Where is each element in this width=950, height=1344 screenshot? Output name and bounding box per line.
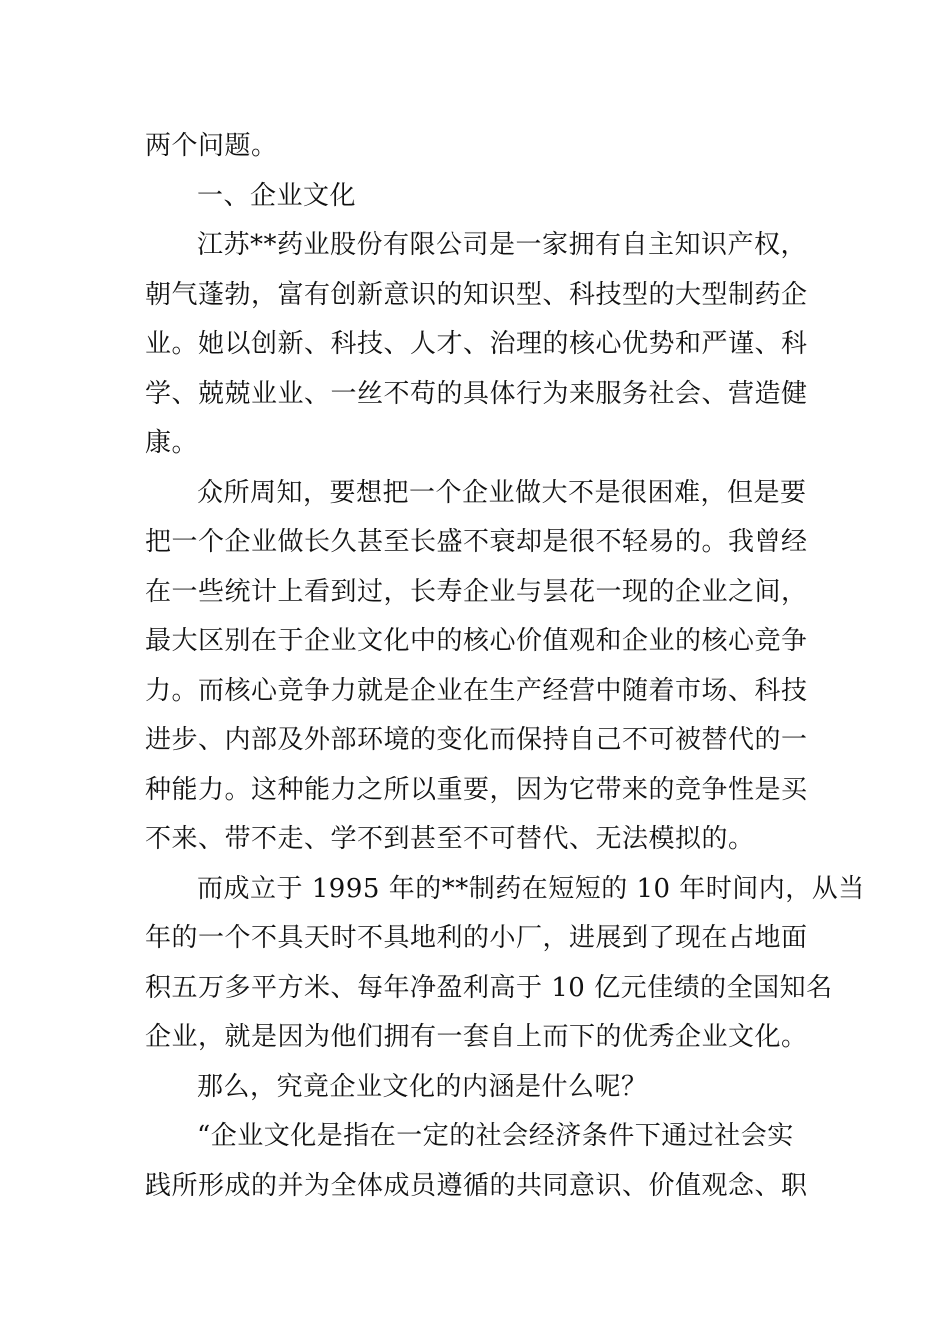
text-line: 企业，就是因为他们拥有一套自上而下的优秀企业文化。: [145, 1022, 808, 1052]
text-line: 江苏**药业股份有限公司是一家拥有自主知识产权，: [197, 230, 808, 260]
text-line: 业。她以创新、科技、人才、治理的核心优势和严谨、科: [145, 329, 808, 359]
text-line: 年的一个不具天时不具地利的小厂，进展到了现在占地面: [145, 923, 808, 953]
text-line: 康。: [145, 428, 199, 458]
text-line: “企业文化是指在一定的社会经济条件下通过社会实: [197, 1121, 794, 1151]
text-line: 两个问题。: [145, 131, 278, 161]
text-line: 种能力。这种能力之所以重要，因为它带来的竞争性是买: [145, 774, 808, 805]
text-line: 最大区别在于企业文化中的核心价值观和企业的核心竞争: [145, 626, 808, 656]
text-line: 学、兢兢业业、一丝不苟的具体行为来服务社会、营造健: [145, 378, 808, 409]
text-line: 众所周知，要想把一个企业做大不是很困难，但是要: [197, 477, 807, 508]
text-line: 践所形成的并为全体成员遵循的共同意识、价值观念、职: [145, 1170, 808, 1201]
text-line: 积五万多平方米、每年净盈利高于 10 亿元佳绩的全国知名: [145, 972, 833, 1003]
text-line: 进步、内部及外部环境的变化而保持自己不可被替代的一: [145, 725, 808, 755]
document-page: [145, 122, 865, 1211]
text-line: 力。而核心竞争力就是企业在生产经营中随着市场、科技: [145, 675, 808, 706]
text-line: 在一些统计上看到过，长寿企业与昙花一现的企业之间，: [145, 576, 808, 607]
text-line: 朝气蓬勃，富有创新意识的知识型、科技型的大型制药企: [145, 279, 808, 310]
text-line: 而成立于 1995 年的**制药在短短的 10 年时间内，从当: [197, 873, 865, 904]
text-line: 把一个企业做长久甚至长盛不衰却是很不轻易的。我曾经: [145, 527, 808, 557]
text-line: 不来、带不走、学不到甚至不可替代、无法模拟的。: [145, 824, 755, 854]
section-heading: 一、企业文化: [197, 180, 357, 211]
text-line: 那么，究竟企业文化的内涵是什么呢？: [197, 1071, 648, 1102]
